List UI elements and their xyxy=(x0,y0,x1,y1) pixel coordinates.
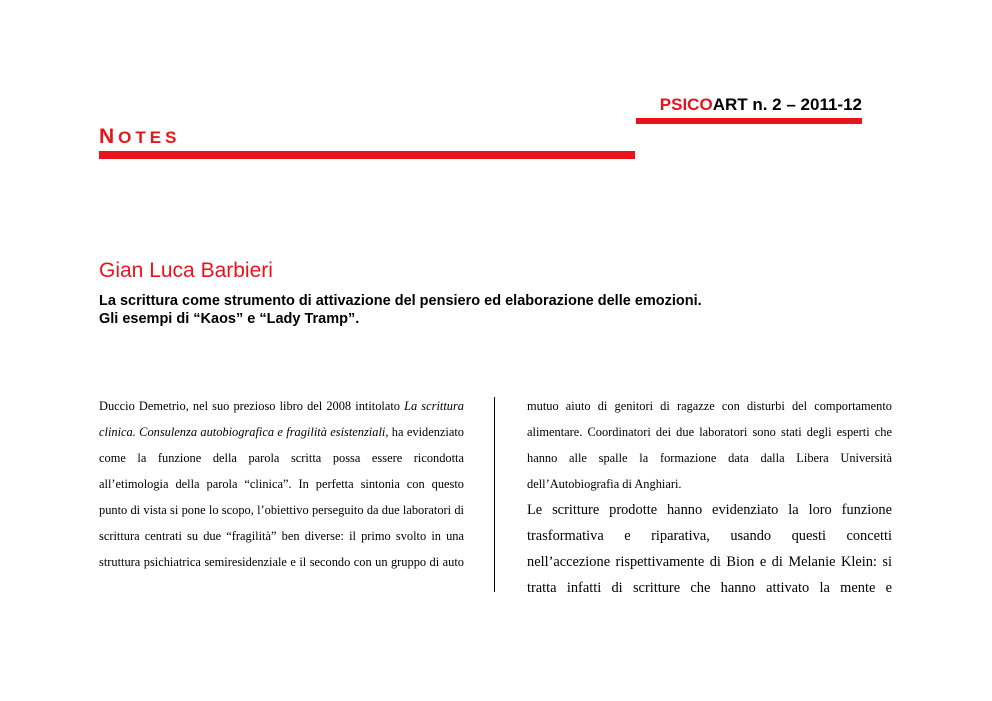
section-heading xyxy=(99,126,180,149)
right-paragraph-1: mutuo aiuto di genitori di ragazze con disturbi del comportamento alimentare. Coordinatori dei due laboratori sono stati degli esperti che hanno alle spalle la formazione data dalla Libera Università dell’Autobiografia di Anghiari. xyxy=(527,399,892,491)
section-initial: N xyxy=(99,125,119,148)
article-title-line2: Gli esempi di “Kaos” e “Lady Tramp”. xyxy=(99,311,360,327)
right-column xyxy=(527,393,892,601)
book-title: La scrittura clinica. Consulenza autobiografica e fragilità esistenziali xyxy=(99,399,464,439)
left-text-1: Duccio Demetrio, nel suo prezioso libro del 2008 intitolato xyxy=(99,399,405,413)
left-column xyxy=(99,393,464,575)
left-text-2: , ha evidenziato come la funzione della parola scritta possa essere ricondotta all’etimologia della parola “clinica”. In perfetta sintonia con questo punto di vista si pone lo scopo, l’obiettivo perseguito da due laboratori di scrittura centrati su due “fragilità” ben diverse: il primo svolto in una struttura psichiatrica semiresidenziale e il secondo con un gruppo di auto xyxy=(99,425,464,569)
left-paragraph xyxy=(99,393,464,575)
journal-header xyxy=(636,95,862,115)
right-paragraph-2: Le scritture prodotte hanno evidenziato la loro funzione trasformativa e riparativa, usando questi concetti nell’accezione rispettivamente di Bion e di Melanie Klein: si tratta infatti di scritture che hanno attivato la mente e xyxy=(527,502,892,596)
author-name: Gian Luca Barbieri xyxy=(99,259,273,282)
column-divider xyxy=(494,397,495,592)
article-title-line1: La scrittura come strumento di attivazione del pensiero ed elaborazione delle emozioni. xyxy=(99,293,702,309)
article-title xyxy=(99,292,859,328)
section-rest: OTES xyxy=(118,128,181,147)
journal-name-psico: PSICO xyxy=(659,95,713,114)
journal-issue: ART n. 2 – 2011-12 xyxy=(712,95,862,114)
section-underline xyxy=(99,151,635,159)
journal-underline xyxy=(636,118,862,124)
